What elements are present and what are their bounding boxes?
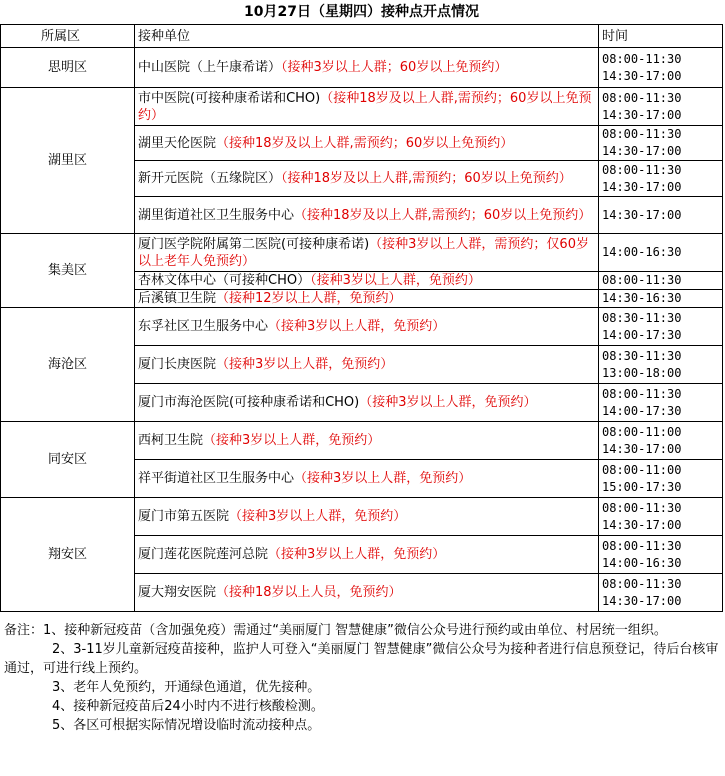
time-slot: 14:30-17:00 bbox=[602, 144, 682, 158]
time-slot: 08:00-11:30 bbox=[602, 273, 682, 287]
time-cell bbox=[599, 308, 723, 346]
header-unit: 接种单位 bbox=[135, 25, 599, 48]
time-slot: 14:00-17:30 bbox=[602, 327, 682, 342]
site-cell bbox=[135, 88, 599, 126]
site-cell bbox=[135, 197, 599, 234]
time-cell bbox=[599, 88, 723, 126]
time-slot: 14:30-17:00 bbox=[602, 517, 682, 532]
notes-section bbox=[0, 621, 725, 735]
header-time: 时间 bbox=[599, 25, 723, 48]
site-cell bbox=[135, 290, 599, 308]
site-cell bbox=[135, 384, 599, 422]
time-cell bbox=[599, 536, 723, 574]
district-cell: 湖里区 bbox=[1, 88, 135, 234]
time-slot: 14:30-17:00 bbox=[602, 179, 682, 194]
note-line: 备注：1、接种新冠疫苗（含加强免疫）需通过“美丽厦门 智慧健康”微信公众号进行预约或由单位、村居统一组织。 bbox=[4, 623, 667, 638]
time-cell bbox=[599, 234, 723, 272]
time-cell bbox=[599, 498, 723, 536]
district-cell: 翔安区 bbox=[1, 498, 135, 612]
site-name: 厦门市第五医院 bbox=[138, 509, 230, 524]
time-slot: 14:00-17:30 bbox=[602, 403, 682, 418]
site-eligibility-note: （接种18岁以上人员，免预约） bbox=[216, 585, 402, 600]
site-name: 西柯卫生院 bbox=[138, 433, 204, 448]
site-name: 祥平街道社区卫生服务中心 bbox=[138, 471, 295, 486]
site-eligibility-note: （接种3岁以上人群，免预约） bbox=[268, 319, 446, 334]
site-cell bbox=[135, 272, 599, 290]
note-line: 2、3-11岁儿童新冠疫苗接种，监护人可登入“美丽厦门 智慧健康”微信公众号为接种者进行信息预登记，待后台核审通过，可进行线上预约。 bbox=[4, 642, 719, 676]
site-name: 厦门长庚医院 bbox=[138, 357, 217, 372]
time-cell bbox=[599, 161, 723, 197]
site-cell bbox=[135, 48, 599, 88]
site-eligibility-note: （接种18岁及以上人群,需预约；60岁以上免预约） bbox=[294, 207, 592, 223]
district-cell: 同安区 bbox=[1, 422, 135, 498]
time-slot: 08:00-11:00 bbox=[602, 462, 682, 477]
site-eligibility-note: （接种12岁以上人群，免预约） bbox=[216, 291, 402, 306]
time-slot: 08:00-11:00 bbox=[602, 424, 682, 439]
site-eligibility-note: （接种3岁以上人群，免预约） bbox=[310, 273, 481, 288]
time-slot: 08:00-11:30 bbox=[602, 500, 682, 515]
time-cell bbox=[599, 126, 723, 161]
table-row bbox=[1, 308, 723, 346]
note-line: 5、各区可根据实际情况增设临时流动接种点。 bbox=[52, 718, 321, 733]
site-name: 后溪镇卫生院 bbox=[138, 291, 217, 306]
time-cell bbox=[599, 290, 723, 308]
site-name: 湖里天伦医院 bbox=[138, 135, 217, 151]
site-name: 中山医院（上午康希诺） bbox=[138, 60, 282, 75]
time-cell bbox=[599, 272, 723, 290]
site-eligibility-note: （接种3岁以上人群，免预约） bbox=[216, 357, 394, 372]
time-slot: 08:00-11:30 bbox=[602, 538, 682, 553]
time-cell bbox=[599, 574, 723, 612]
site-cell bbox=[135, 422, 599, 460]
time-cell bbox=[599, 422, 723, 460]
site-cell bbox=[135, 161, 599, 197]
time-slot: 14:30-17:00 bbox=[602, 441, 682, 456]
site-cell bbox=[135, 126, 599, 161]
site-eligibility-note: （接种3岁以上人群，需预约；仅60岁以上老年人免预约） bbox=[138, 236, 589, 269]
table-row bbox=[1, 498, 723, 536]
time-slot: 08:00-11:30 bbox=[602, 162, 682, 177]
site-cell bbox=[135, 460, 599, 498]
header-district: 所属区 bbox=[1, 25, 135, 48]
note-line: 4、接种新冠疫苗后24小时内不进行核酸检测。 bbox=[52, 699, 324, 714]
time-slot: 13:00-18:00 bbox=[602, 365, 682, 380]
site-cell bbox=[135, 346, 599, 384]
site-eligibility-note: （接种3岁以上人群，免预约） bbox=[294, 471, 472, 486]
time-cell bbox=[599, 346, 723, 384]
site-name: 东孚社区卫生服务中心 bbox=[138, 319, 269, 334]
time-slot: 08:00-11:30 bbox=[602, 576, 682, 591]
site-eligibility-note: （接种18岁及以上人群,需预约；60岁以上免预约） bbox=[138, 90, 592, 123]
site-cell bbox=[135, 234, 599, 272]
site-name: 厦门莲花医院莲河总院 bbox=[138, 547, 269, 562]
time-slot: 14:30-17:00 bbox=[602, 593, 682, 608]
time-slot: 15:00-17:30 bbox=[602, 479, 682, 494]
site-eligibility-note: （接种18岁及以上人群,需预约；60岁以上免预约） bbox=[281, 171, 572, 186]
time-slot: 14:30-17:00 bbox=[602, 68, 682, 83]
time-slot: 08:30-11:30 bbox=[602, 310, 682, 325]
time-slot: 08:00-11:30 bbox=[602, 127, 682, 141]
site-cell bbox=[135, 498, 599, 536]
site-name: 市中医院(可接种康希诺和CHO) bbox=[138, 90, 321, 106]
time-cell bbox=[599, 460, 723, 498]
site-eligibility-note: （接种3岁以上人群，免预约） bbox=[359, 395, 537, 410]
table-row bbox=[1, 234, 723, 272]
site-name: 厦门市海沧医院(可接种康希诺和CHO) bbox=[138, 395, 360, 410]
time-slot: 14:30-17:00 bbox=[602, 107, 682, 122]
sheet-title: 10月27日（星期四）接种点开点情况 bbox=[244, 3, 479, 20]
site-name: 杏林文体中心（可接种CHO） bbox=[138, 273, 311, 288]
site-eligibility-note: （接种3岁以上人群，免预约） bbox=[229, 509, 407, 524]
table-row bbox=[1, 48, 723, 88]
time-cell bbox=[599, 48, 723, 88]
time-slot: 08:00-11:30 bbox=[602, 51, 682, 66]
note-line: 3、老年人免预约，开通绿色通道，优先接种。 bbox=[52, 680, 321, 695]
header-row bbox=[1, 25, 723, 48]
site-cell bbox=[135, 308, 599, 346]
time-slot: 14:30-17:00 bbox=[602, 207, 682, 222]
time-slot: 08:30-11:30 bbox=[602, 348, 682, 363]
site-name: 厦大翔安医院 bbox=[138, 585, 217, 600]
time-cell bbox=[599, 384, 723, 422]
time-slot: 08:00-11:30 bbox=[602, 90, 682, 105]
site-name: 湖里街道社区卫生服务中心 bbox=[138, 207, 295, 223]
time-slot: 14:00-16:30 bbox=[602, 555, 682, 570]
site-name: 新开元医院（五缘院区） bbox=[138, 171, 282, 186]
site-eligibility-note: （接种18岁及以上人群,需预约；60岁以上免预约） bbox=[216, 135, 514, 151]
site-cell bbox=[135, 574, 599, 612]
site-eligibility-note: （接种3岁以上人群；60岁以上免预约） bbox=[281, 60, 508, 75]
time-slot: 14:30-16:30 bbox=[602, 291, 682, 305]
table-row bbox=[1, 422, 723, 460]
time-slot: 14:00-16:30 bbox=[602, 245, 682, 259]
site-eligibility-note: （接种3岁以上人群，免预约） bbox=[268, 547, 446, 562]
site-name: 厦门医学院附属第二医院(可接种康希诺) bbox=[138, 236, 370, 252]
district-cell: 集美区 bbox=[1, 234, 135, 308]
site-eligibility-note: （接种3岁以上人群，免预约） bbox=[203, 433, 381, 448]
site-cell bbox=[135, 536, 599, 574]
time-cell bbox=[599, 197, 723, 234]
district-cell: 海沧区 bbox=[1, 308, 135, 422]
table-row bbox=[1, 88, 723, 126]
time-slot: 08:00-11:30 bbox=[602, 386, 682, 401]
district-cell: 思明区 bbox=[1, 48, 135, 88]
